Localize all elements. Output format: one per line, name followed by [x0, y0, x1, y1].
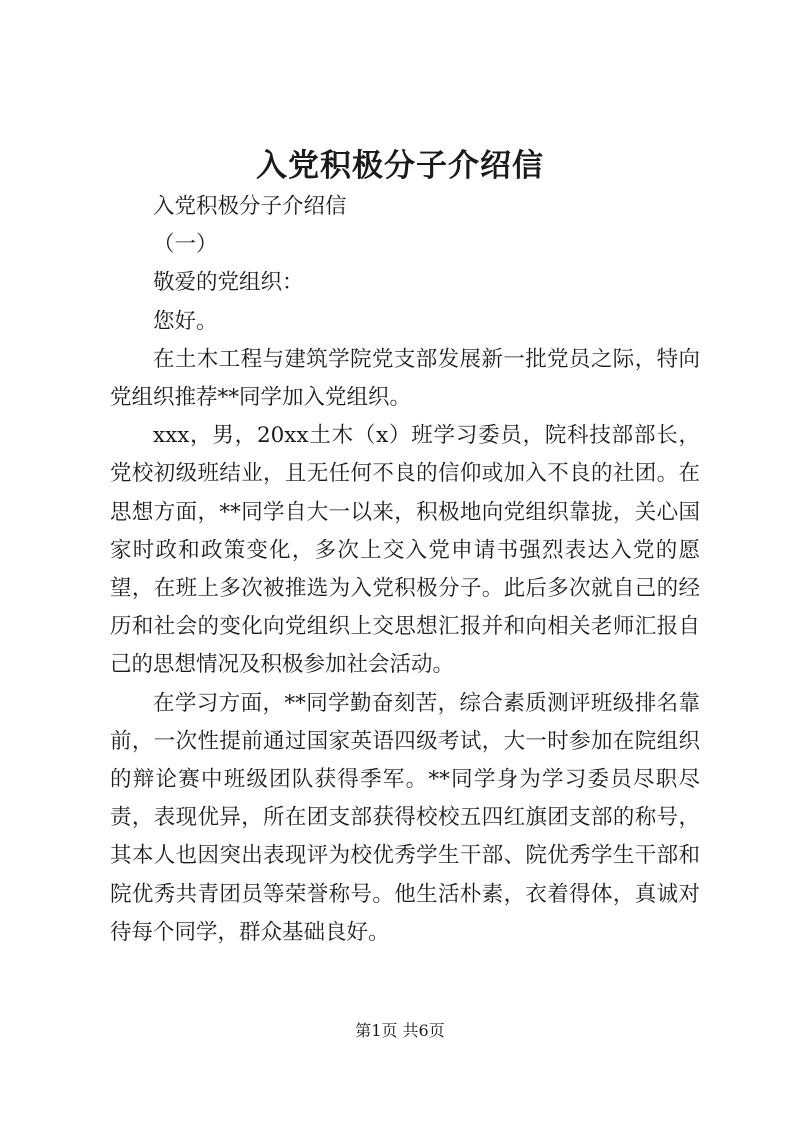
paragraph-salutation: 敬爱的党组织：	[153, 270, 304, 296]
paragraph-section-number: （一）	[153, 232, 218, 258]
paragraph-ideology: xxx，男，20xx土木（x）班学习委员，院科技部部长，党校初级班结业，且无任何不良的信仰或加入不良的社团。在思想方面，**同学自大一以来，积极地向党组织靠拢，关心国家时政和政策变化，多次上交入党申请书强烈表达入党的愿望，在班上多次被推选为入党积极分子。此后多次就自己的经历和社会的变化向党组织上交思想汇报并和向相关老师汇报自己的思想情况及积极参加社会活动。	[110, 423, 700, 678]
document-body	[110, 188, 700, 952]
paragraph-study: 在学习方面，**同学勤奋刻苦，综合素质测评班级排名靠前，一次性提前通过国家英语四级考试，大一时参加在院组织的辩论赛中班级团队获得季军。**同学身为学习委员尽职尽责，表现优异，所在团支部获得校校五四红旗团支部的称号，其本人也因突出表现评为校优秀学生干部、院优秀学生干部和院优秀共青团员等荣誉称号。他生活朴素，衣着得体，真诚对待每个同学，群众基础良好。	[110, 690, 700, 945]
paragraph-greeting: 您好。	[153, 308, 218, 334]
page-title: 入党积极分子介绍信	[256, 148, 544, 184]
paragraph-recommendation: 在土木工程与建筑学院党支部发展新一批党员之际，特向党组织推荐**同学加入党组织。	[110, 346, 700, 411]
paragraph-subtitle: 入党积极分子介绍信	[153, 194, 347, 219]
page-footer: 第1页 共6页	[355, 1021, 445, 1040]
